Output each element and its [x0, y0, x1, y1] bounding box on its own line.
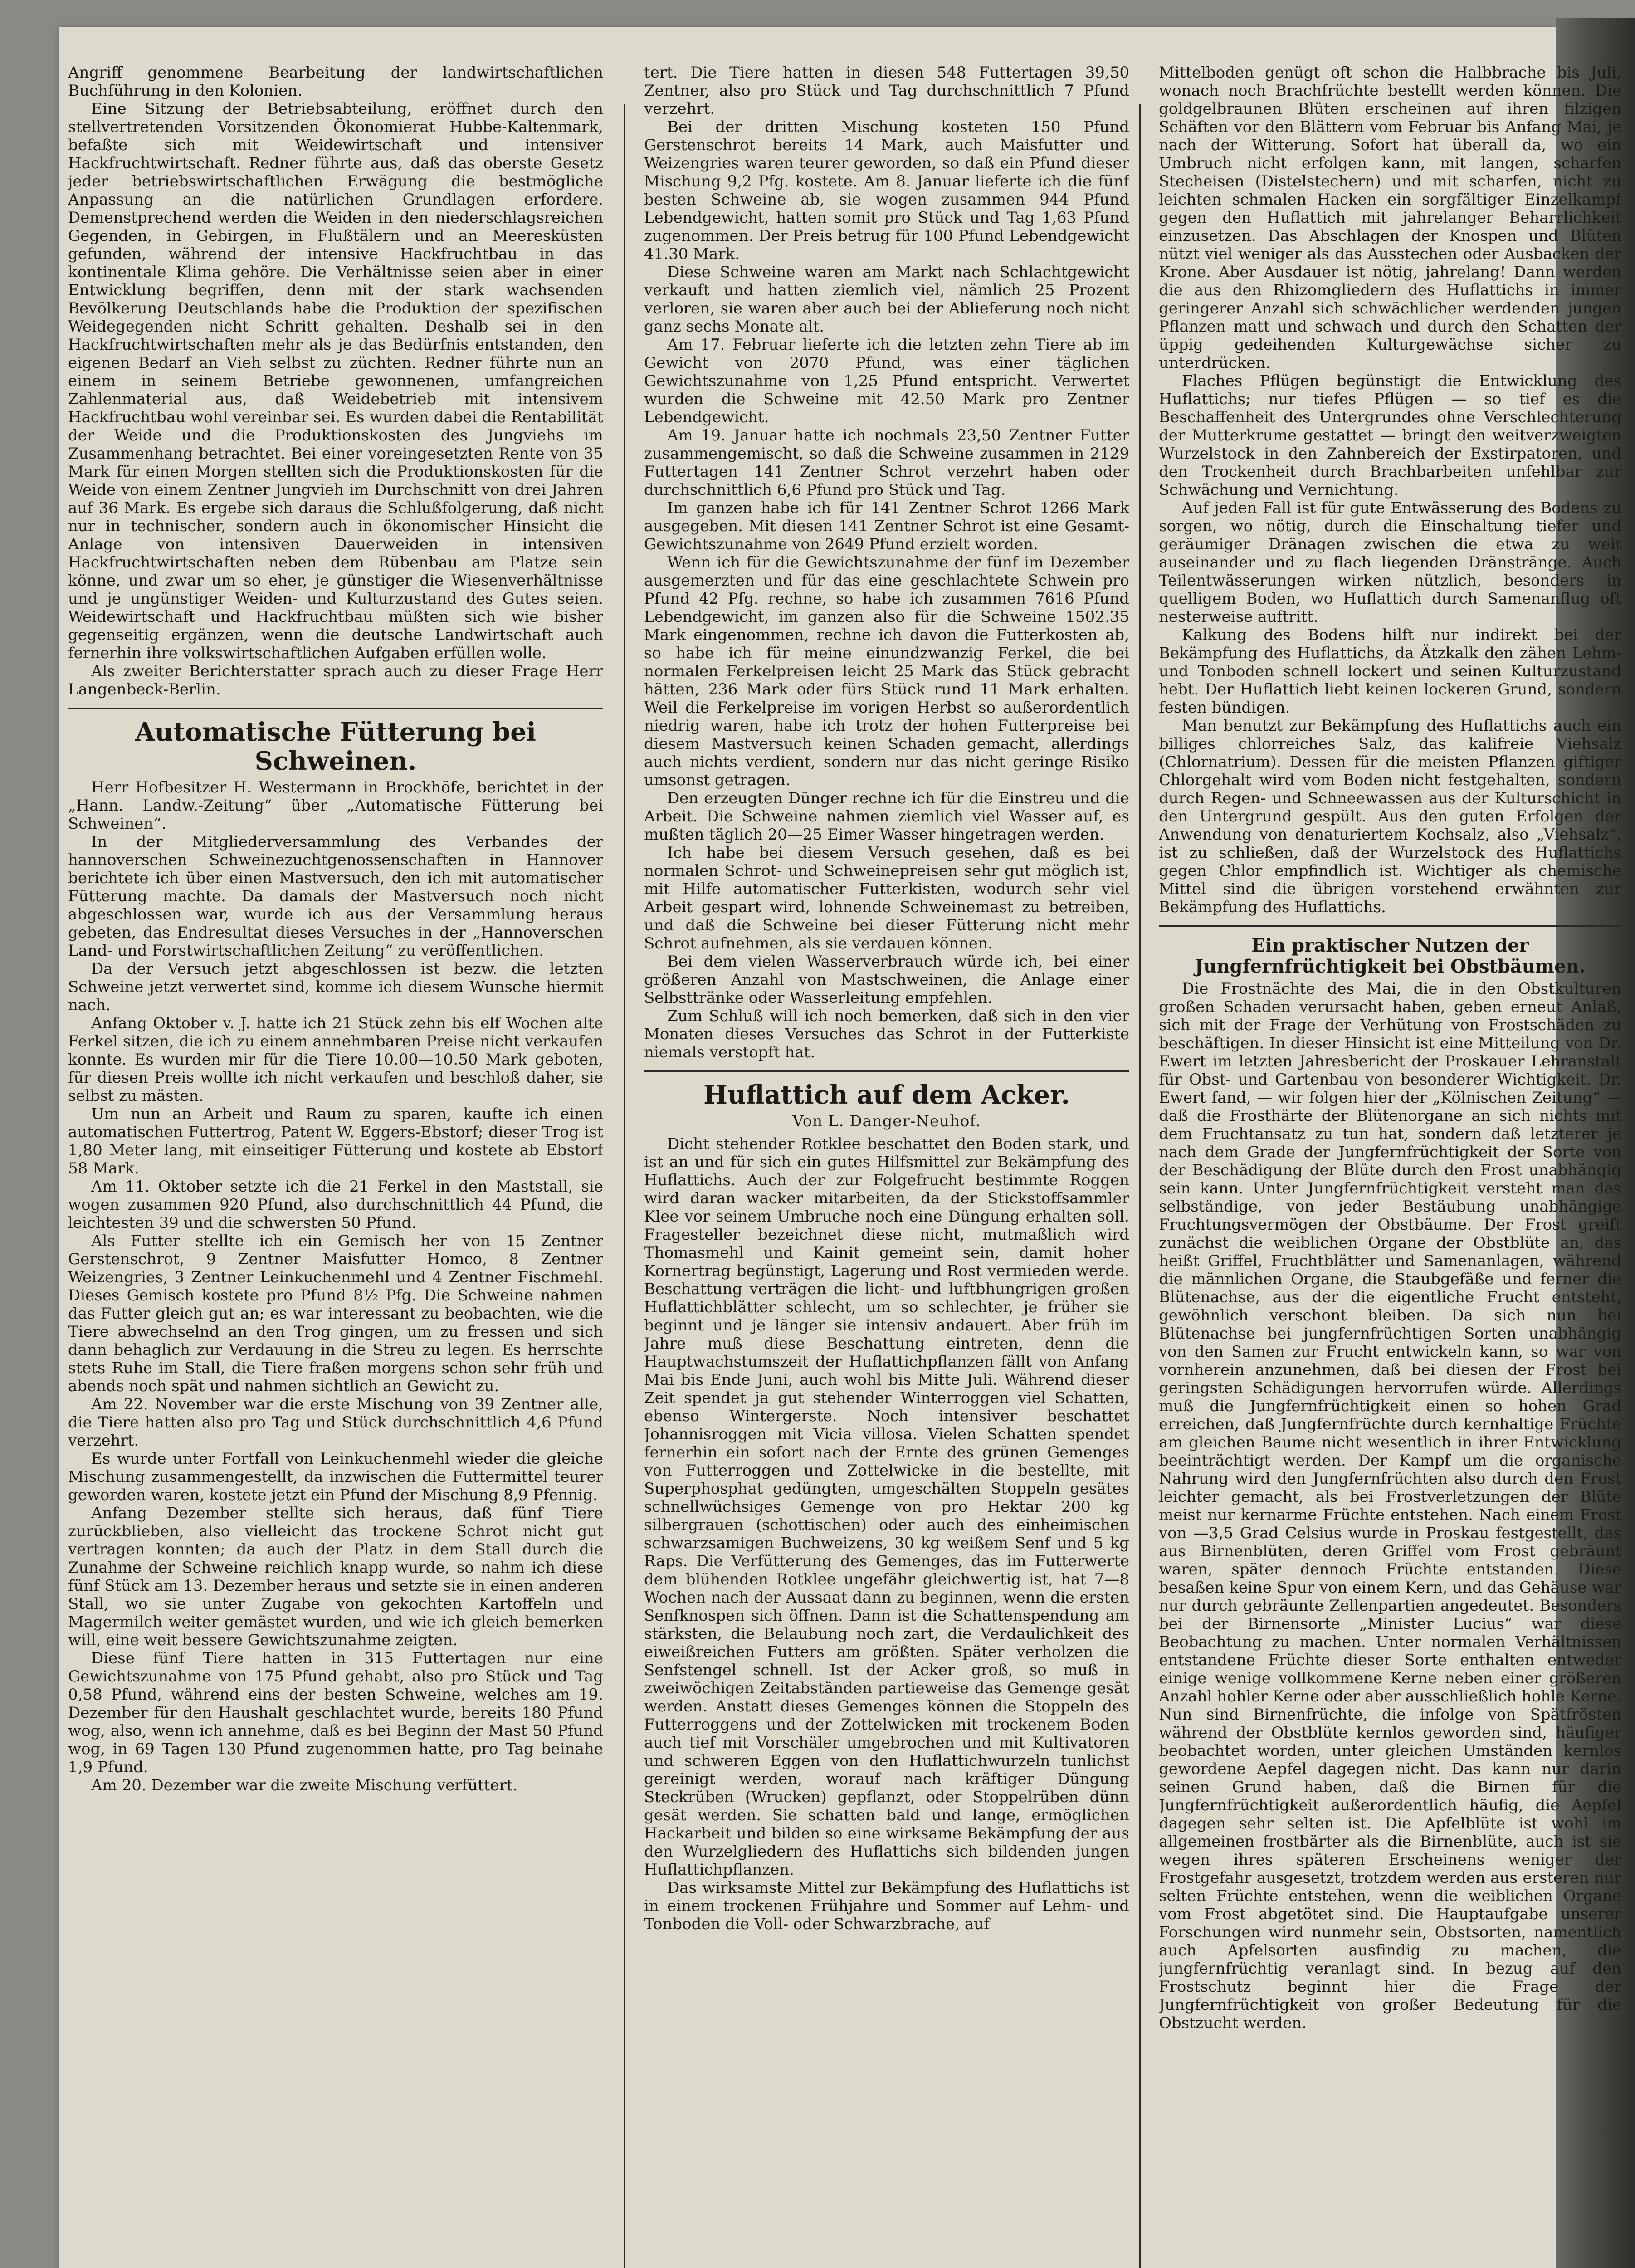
column-divider-2 — [1139, 104, 1141, 2268]
paragraph: Anfang Oktober v. J. hatte ich 21 Stück zehn bis elf Wochen alte Ferkel sitzen, die ich zu einem annehmbaren Preise nicht verkaufen konnte. Es wurden mir für die Tiere 10.00—10.50 Mark geboten, für diesen Preis wollte ich nicht verkaufen und beschloß daher, sie selbst zu mästen. — [68, 1014, 603, 1105]
paragraph: Die Frostnächte des Mai, die in den Obstkulturen großen Schaden verursacht haben, geben erneut Anlaß, sich mit der Frage der Verhütung von Frostschäden zu beschäftigen. In dieser Hinsicht ist eine Mitteilung von Dr. Ewert im letzten Jahresbericht der Proskauer Lehranstalt für Obst- und Gartenbau von besonderer Wichtigkeit. Dr. Ewert fand, — wir folgen hier der „Kölnischen Zeitung“ — daß die Frosthärte der Blütenorgane an sich nichts mit dem Fruchtansatz zu tun hat, sondern daß letzterer je nach dem Grade der Jungfernfrüchtigkeit der Sorte von der Beschädigung der Blüte durch den Frost unabhängig sein kann. Unter Jungfernfrüchtigkeit versteht man das selbständige, von jeder Bestäubung unabhängige Fruchtungsvermögen der Obstbäume. Der Frost greift zunächst die weiblichen Organe der Obstblüte an, das heißt Griffel, Fruchtblätter und Samenanlagen, während die männlichen Organe, die Staubgefäße und ferner die Blütenachse, aus der die eigentliche Frucht entsteht, gewöhnlich verschont bleiben. Da sich nun bei Blütenachse bei jungfernfrüchtigen Sorten unabhängig von den Samen zur Frucht entwickeln kann, so war von vornherein anzunehmen, daß bei diesen der Frost bei geringsten Schädigungen hervorrufen würde. Allerdings muß die Jungfernfrüchtigkeit einen so hohen Grad erreichen, daß Jungfernfrüchte durch kernhaltige Früchte am gleichen Baume nicht wesentlich in ihrer Entwicklung beeinträchtigt werden. Der Kampf um die organische Nahrung wird den Jungfernfrüchten also durch den Frost leichter gemacht, als bei Frostverletzungen der Blüte meist nur kernarme Früchte entstehen. Nach einem Frost von —3,5 Grad Celsius wurde in Proskau festgestellt, das aus Birnenblüten, deren Griffel vom Frost gebräunt waren, später dennoch Früchte entstanden. Diese besaßen keine Spur von einem Kern, und das Gehäuse war nur durch gebräunte Zellenpartien angedeutet. Besonders bei der Birnensorte „Minister Lucius“ war diese Beobachtung zu machen. Unter normalen Verhältnissen entstandene Früchte dieser Sorte enthalten entweder einige wenige vollkommene Kerne neben einer größeren Anzahl hohler Kerne oder aber ausschließlich hohle Kerne. Nun sind Birnenfrüchte, die infolge von Spätfrösten während der Obstblüte kernlos geworden sind, häufiger beobachtet worden, unter gleichen Umständen kernlos gewordene Aepfel dagegen nicht. Das kann nur darin seinen Grund haben, daß die Birnen für die Jungfernfrüchtigkeit außerordentlich häufig, die Aepfel dagegen sehr selten ist. Die Apfelblüte ist wohl im allgemeinen frostbärter als die Birnenblüte, auch ist sie wegen ihres späteren Erscheinens weniger der Frostgefahr ausgesetzt, trotzdem werden aus ersteren nur selten Früchte entstehen, wenn die weiblichen Organe vom Frost abgetötet sind. Die Hauptaufgabe unserer Forschungen wird nunmehr sein, Obstsorten, namentlich auch Apfelsorten ausfindig zu machen, die jungfernfrüchtig veranlagt sind. In bezug auf den Frostschutz beginnt hier die Frage der Jungfernfrüchtigkeit von großer Bedeutung für die Obstzucht werden. — [1159, 980, 1621, 2032]
paragraph: Herr Hofbesitzer H. Westermann in Brockhöfe, berichtet in der „Hann. Landw.-Zeitung“ über „Automatische Fütterung bei Schweinen“. — [68, 778, 603, 833]
paragraph: Mittelboden genügt oft schon die Halbbrache bis Juli, wonach noch Brachfrüchte bestellt werden können. Die goldgelbraunen Blüten erscheinen auf ihren filzigen Schäften vor den Blättern vom Februar bis Anfang Mai, je nach der Witterung. Sofort hat überall da, wo ein Umbruch nicht erfolgen kann, mit langen, scharfen Stecheisen (Distelstechern) und mit scharfen, nicht zu leichten schmalen Hacken ein sorgfältiger Einzelkampf gegen den Huflattich mit jahrelanger Beharrlichkeit einzusetzen. Das Abschlagen der Knospen und Blüten nützt viel weniger als das Ausstechen oder Ausbacken der Krone. Aber Ausdauer ist nötig, jahrelang! Dann werden die aus den Rhizomgliedern des Huflattichs in immer geringerer Anzahl sich schwächlicher werdenden jungen Pflanzen matt und schwach und durch den Schatten der üppig gedeihenden Kulturgewächse sicher zu unterdrücken. — [1159, 64, 1621, 372]
paragraph: Den erzeugten Dünger rechne ich für die Einstreu und die Arbeit. Die Schweine nahmen ziemlich viel Wasser auf, es mußten täglich 20—25 Eimer Wasser hingetragen werden. — [644, 789, 1129, 844]
section-divider — [1159, 925, 1621, 927]
paragraph: Flaches Pflügen begünstigt die Entwicklung des Huflattichs; nur tiefes Pflügen — so tief es die Beschaffenheit des Untergrundes ohne Verschlechterung der Mutterkrume gestattet — bringt den weitverzweigten Wurzelstock in den Zahnbereich der Exstirpatoren, und den Trockenheit durch Brachbarbeiten unfehlbar zur Schwächung und Vernichtung. — [1159, 372, 1621, 499]
paragraph: In der Mitgliederversammlung des Verbandes der hannoverschen Schweinezuchtgenossenschaften in Hannover berichtete ich über einen Mastversuch, den ich mit automatischer Fütterung machte. Da damals der Mastversuch noch nicht abgeschlossen war, wurde ich aus der Versammlung heraus gebeten, das Endresultat dieses Versuches in der „Hannoverschen Land- und Forstwirtschaftlichen Zeitung“ zu veröffentlichen. — [68, 833, 603, 960]
paragraph: Angriff genommene Bearbeitung der landwirtschaftlichen Buchführung in den Kolonien. — [68, 64, 603, 100]
paragraph: Um nun an Arbeit und Raum zu sparen, kaufte ich einen automatischen Futtertrog, Patent W. Eggers-Ebstorf; dieser Trog ist 1,80 Meter lang, mit einseitiger Fütterung und kostete ab Ebstorf 58 Mark. — [68, 1105, 603, 1178]
article-title: Huflattich auf dem Acker. — [703, 1080, 1070, 1110]
paragraph: Als Futter stellte ich ein Gemisch her von 15 Zentner Gerstenschrot, 9 Zentner Maisfutter Homco, 8 Zentner Weizengries, 3 Zentner Leinkuchenmehl und 4 Zentner Fischmehl. Dieses Gemisch kostete pro Pfund 8½ Pfg. Die Schweine nahmen das Futter gleich gut an; es war interessant zu beobachten, wie die Tiere abwechselnd an den Trog gingen, um zu fressen und sich dann behaglich zur Verdauung in die Streu zu legen. Es herrschte stets Ruhe im Stall, die Tiere fraßen morgens schon sehr früh und abends noch spät und nahmen sichtlich an Gewicht zu. — [68, 1232, 603, 1395]
paragraph: Im ganzen habe ich für 141 Zentner Schrot 1266 Mark ausgegeben. Mit diesen 141 Zentner Schrot ist eine Gesamt-Gewichtszunahme von 2649 Pfund erzielt worden. — [644, 499, 1129, 553]
paragraph: Am 19. Januar hatte ich nochmals 23,50 Zentner Futter zusammengemischt, so daß die Schweine zusammen in 2129 Futtertagen 141 Zentner Schrot verzehrt haben oder durchschnittlich 6,6 Pfund pro Stück und Tag. — [644, 426, 1129, 499]
paragraph: tert. Die Tiere hatten in diesen 548 Futtertagen 39,50 Zentner, also pro Stück und Tag durchschnittlich 7 Pfund verzehrt. — [644, 64, 1129, 118]
paragraph: Ich habe bei diesem Versuch gesehen, daß es bei normalen Schrot- und Schweinepreisen sehr gut möglich ist, mit Hilfe automatischer Futterkisten, wodurch sehr viel Arbeit gespart wird, lohnende Schweinemast zu betreiben, und daß die Schweine bei dieser Fütterung nicht mehr Schrot aufnehmen, als sie verdauen können. — [644, 844, 1129, 953]
column-2 — [644, 64, 1129, 2268]
paragraph: Man benutzt zur Bekämpfung des Huflattichs auch ein billiges chlorreiches Salz, das kalifreie Viehsalz (Chlornatrium). Dessen für die meisten Pflanzen giftiger Chlorgehalt wird vom Boden nicht festgehalten, sondern durch Regen- und Schneewassen aus der Kulturschicht in den Untergrund gespült. Aus den guten Erfolgen der Anwendung von denaturiertem Kochsalz, also „Viehsalz“, ist zu schließen, daß der Wurzelstock des Huflattichs gegen Chlor empfindlich ist. Wichtiger als chemische Mittel sind die übrigen vorstehend erwähnten zur Bekämpfung des Huflattichs. — [1159, 717, 1621, 916]
paragraph: Anfang Dezember stellte sich heraus, daß fünf Tiere zurückblieben, also vielleicht das trockene Schrot nicht gut vertragen konnten; da auch der Platz in dem Stall durch die Zunahme der Schweine reichlich knapp wurde, so nahm ich diese fünf Stück am 13. Dezember heraus und setzte sie in einen anderen Stall, wo sie unter Zugabe von gekochten Kartoffeln und Magermilch weiter gemästet wurden, und wie ich gleich bemerken will, eine weit bessere Gewichtszunahme zeigten. — [68, 1504, 603, 1649]
column-1 — [68, 64, 603, 2268]
paragraph: Als zweiter Berichterstatter sprach auch zu dieser Frage Herr Langenbeck-Berlin. — [68, 662, 603, 699]
paragraph: Eine Sitzung der Betriebsabteilung, eröffnet durch den stellvertretenden Vorsitzenden Ökonomierat Hubbe-Kaltenmark, befaßte sich mit Weidewirtschaft und intensiver Hackfruchtwirtschaft. Redner führte aus, daß das oberste Gesetz jeder betriebswirtschaftlichen Erwägung die bestmögliche Anpassung an die natürlichen Grundlagen erfordere. Demenstprechend werden die Weiden in den niederschlagsreichen Gegenden, in Gebirgen, in Flußtälern und an Meeresküsten gefunden, während der intensive Hackfruchtbau in das kontinentale Klima gehöre. Die Verhältnisse seien aber in einer Entwicklung begriffen, denn mit der stark wachsenden Bevölkerung Deutschlands habe die Produktion der spezifischen Weidegegenden nicht Schritt gehalten. Deshalb sei in den Hackfruchtwirtschaften mehr als je das Bedürfnis entstanden, den eigenen Bedarf an Vieh selbst zu züchten. Redner führte nun an einem in seinem Betriebe gewonnenen, umfangreichen Zahlenmaterial aus, daß Weidebetrieb mit intensivem Hackfruchtbau wohl vereinbar sei. Es wurden dabei die Rentabilität der Weide und die Produktionskosten des Jungviehs im Zusammenhang betrachtet. Bei einer voreingesetzten Rente von 35 Mark für einen Morgen stellten sich die Produktionskosten für die Weide von einem Zentner Jungvieh im Durchschnitt von drei Jahren auf 36 Mark. Es ergebe sich daraus die Schlußfolgerung, daß nicht nur in technischer, sondern auch in ökonomischer Hinsicht die Anlage von intensiven Dauerweiden in intensiven Hackfruchtwirtschaften neben dem Rübenbau am Platze sein könne, und zwar um so eher, je günstiger die Wiesenverhältnisse und je ungünstiger Weiden- und Kulturzustand des Gutes seien. Weidewirtschaft und Hackfruchtbau müßten sich wie bisher gegenseitig ergänzen, wenn die deutsche Landwirtschaft auch fernerhin ihre volkswirtschaftlichen Aufgaben erfüllen wolle. — [68, 100, 603, 662]
paragraph: Das wirksamste Mittel zur Bekämpfung des Huflattichs ist in einem trockenen Frühjahre und Sommer auf Lehm- und Tonboden die Voll- oder Schwarzbrache, auf — [644, 1879, 1129, 1933]
paragraph: Es wurde unter Fortfall von Leinkuchenmehl wieder die gleiche Mischung zusammengestellt, da inzwischen die Futtermittel teurer geworden waren, kostete jetzt ein Pfund der Mischung 8,9 Pfennig. — [68, 1450, 603, 1504]
article-byline: Von L. Danger-Neuhof. — [792, 1112, 981, 1130]
paragraph: Am 17. Februar lieferte ich die letzten zehn Tiere ab im Gewicht von 2070 Pfund, was einer täglichen Gewichtszunahme von 1,25 Pfund entspricht. Verwertet wurden die Schweine mit 42.50 Mark pro Zentner Lebendgewicht. — [644, 336, 1129, 426]
section-divider — [644, 1070, 1129, 1072]
paragraph: Kalkung des Bodens hilft nur indirekt bei der Bekämpfung des Huflattichs, da Ätzkalk den zähen Lehm- und Tonboden schnell lockert und seinen Kulturzustand hebt. Der Huflattich liebt keinen lockeren Grund, sondern festen bündigen. — [1159, 626, 1621, 717]
paragraph: Am 22. November war die erste Mischung von 39 Zentner alle, die Tiere hatten also pro Tag und Stück durchschnittlich 4,6 Pfund verzehrt. — [68, 1395, 603, 1450]
paragraph: Diese Schweine waren am Markt nach Schlachtgewicht verkauft und hatten ziemlich viel, nämlich 25 Prozent verloren, sie waren aber auch bei der Ablieferung noch nicht ganz sechs Monate alt. — [644, 263, 1129, 336]
paragraph: Diese fünf Tiere hatten in 315 Futtertagen nur eine Gewichtszunahme von 175 Pfund gehabt, also pro Stück und Tag 0,58 Pfund, während eins der besten Schweine, welches am 19. Dezember für den Haushalt geschlachtet wurde, bereits 180 Pfund wog, also, wenn ich annehme, daß es bei Beginn der Mast 50 Pfund wog, in 69 Tagen 130 Pfund zugenommen hatte, pro Tag beinahe 1,9 Pfund. — [68, 1649, 603, 1776]
paragraph: Wenn ich für die Gewichtszunahme der fünf im Dezember ausgemerzten und für das eine geschlachtete Schwein pro Pfund 42 Pfg. rechne, so habe ich zusammen 7616 Pfund Lebendgewicht, im ganzen also für die Schweine 1502.35 Mark eingenommen, rechne ich davon die Futterkosten ab, so habe ich für meine einundzwanzig Ferkel, die bei normalen Ferkelpreisen leicht 25 Mark das Stück gebracht hätten, 236 Mark oder fürs Stück rund 11 Mark erhalten. Weil die Ferkelpreise im vorigen Herbst so außerordentlich niedrig waren, habe ich trotz der hohen Futterpreise bei diesem Mastversuch keinen Schaden gemacht, allerdings auch nichts verdient, sondern nur das nicht geringe Risiko umsonst getragen. — [644, 553, 1129, 789]
paragraph: Auf jeden Fall ist für gute Entwässerung des Bodens zu sorgen, wo nötig, durch die Einschaltung tiefer und geräumiger Dränagen zwischen die etwa zu weit auseinander und zu flach liegenden Dränstränge. Auch Teilentwässerungen wirken nützlich, besonders in quelligem Boden, wo Huflattich durch Samenanflug oft nesterweise auftritt. — [1159, 499, 1621, 626]
column-divider-1 — [624, 104, 625, 2268]
paragraph: Bei der dritten Mischung kosteten 150 Pfund Gerstenschrot bereits 14 Mark, auch Maisfutter und Weizengries waren teurer geworden, so daß ein Pfund dieser Mischung 9,2 Pfg. kostete. Am 8. Januar lieferte ich die fünf besten Schweine ab, sie wogen zusammen 944 Pfund Lebendgewicht, hatten somit pro Stück und Tag 1,63 Pfund zugenommen. Der Preis betrug für 100 Pfund Lebendgewicht 41.30 Mark. — [644, 118, 1129, 263]
paragraph: Am 11. Oktober setzte ich die 21 Ferkel in den Maststall, sie wogen zusammen 920 Pfund, also durchschnittlich 44 Pfund, die leichtesten 39 und die schwersten 50 Pfund. — [68, 1178, 603, 1232]
paragraph: Bei dem vielen Wasserverbrauch würde ich, bei einer größeren Anzahl von Mastschweinen, die Anlage einer Selbsttränke oder Wasserleitung empfehlen. — [644, 953, 1129, 1007]
article-title: Automatische Fütterung bei Schweinen. — [135, 717, 537, 776]
paragraph: Da der Versuch jetzt abgeschlossen ist bezw. die letzten Schweine jetzt verwertet sind, komme ich diesem Wunsche hiermit nach. — [68, 960, 603, 1014]
paragraph: Dicht stehender Rotklee beschattet den Boden stark, und ist an und für sich ein gutes Hilfsmittel zur Bekämpfung des Huflattichs. Auch der zur Folgefrucht bestimmte Roggen wird daran wacker mitarbeiten, da der Stickstoffsammler Klee vor seinem Umbruche noch eine Düngung erhalten soll. Fragesteller bezeichnet diese nicht, mutmaßlich wird Thomasmehl und Kainit gemeint sein, damit hoher Kornertrag begünstigt, Lagerung und Rost vermieden werde. Beschattung verträgen die licht- und luftbhungrigen großen Huflattichblätter schlecht, um so schlechter, je früher sie beginnt und je länger sie intensiv andauert. Aber früh im Jahre muß diese Beschattung eintreten, denn die Hauptwachstumszeit der Huflattichpflanzen fällt von Anfang Mai bis Ende Juni, auch wohl bis Mitte Juli. Während dieser Zeit spendet ja gut stehender Winterroggen viel Schatten, ebenso Wintergerste. Noch intensiver beschattet Johannisroggen mit Vicia villosa. Vielen Schatten spendet fernerhin ein sofort nach der Ernte des grünen Gemenges von Futterroggen und Zottelwicke in die bestellte, mit Superphosphat gedüngten, umgeschälten Stoppeln gesätes schnellwüchsiges Gemenge von pro Hektar 200 kg silbergrauen (schottischen) oder auch des einheimischen schwarzsamigen Buchweizens, 30 kg weißem Senf und 5 kg Raps. Die Verfütterung des Gemenges, das im Futterwerte dem blühenden Rotklee ungefähr gleichwertig ist, hat 7—8 Wochen nach der Aussaat dann zu beginnen, wenn die ersten Senfknospen sich öffnen. Dann ist die Schattenspendung am stärksten, die Belaubung noch zart, die Verdaulichkeit des eiweißreichen Futters am größten. Später verholzen die Senfstengel schnell. Ist der Acker groß, so muß in zweiwöchigen Zeitabständen partieweise das Gemenge gesät werden. Anstatt dieses Gemenges können die Stoppeln des Futterroggens und der Zottelwicken mit trockenem Boden auch tief mit Vorschäler umgebrochen und mit Kultivatoren und schweren Eggen von den Huflattichwurzeln tunlichst gereinigt werden, worauf nach kräftiger Düngung Steckrüben (Wrucken) gepflanzt, oder Stoppelrüben dünn gesät werden. Sie schatten bald und lange, ermöglichen Hackarbeit und bilden so eine wirksame Bekämpfung der aus den Wurzelgliedern des Huflattichs sich bildenden jungen Huflattichpflanzen. — [644, 1135, 1129, 1879]
paragraph: Zum Schluß will ich noch bemerken, daß sich in den vier Monaten dieses Versuches das Schrot in der Futterkiste niemals verstopft hat. — [644, 1007, 1129, 1061]
article-title: Ein praktischer Nutzen der Jungfernfrüchtigkeit bei Obstbäumen. — [1195, 935, 1586, 977]
section-divider — [68, 708, 603, 709]
column-3 — [1159, 64, 1621, 2268]
paragraph: Am 20. Dezember war die zweite Mischung verfüttert. — [91, 1776, 518, 1794]
